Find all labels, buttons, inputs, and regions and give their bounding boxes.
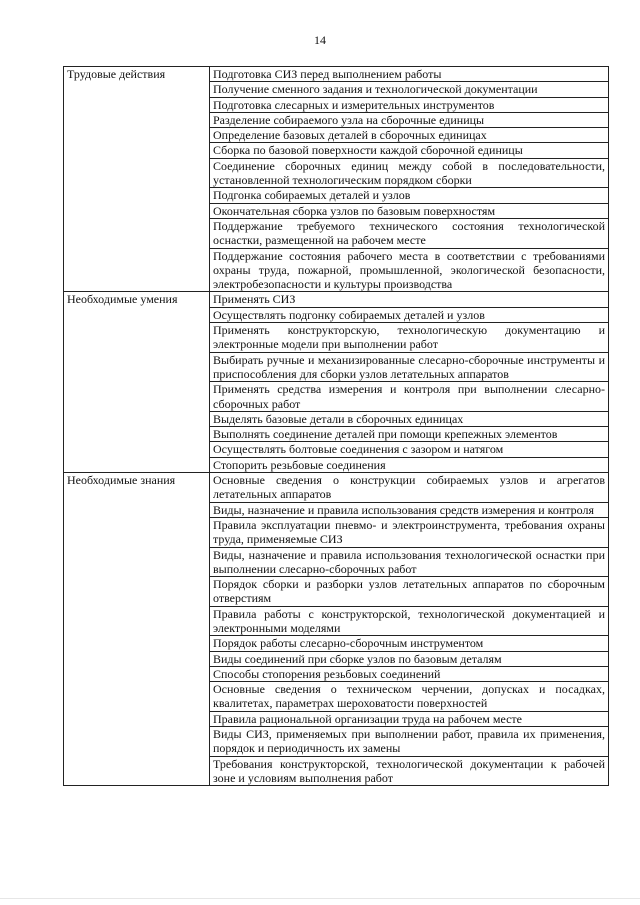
requirement-item: Применять СИЗ bbox=[210, 292, 609, 307]
requirements-table bbox=[63, 66, 609, 786]
requirement-item: Стопорить резьбовые соединения bbox=[210, 457, 609, 472]
requirement-item: Способы стопорения резьбовых соединений bbox=[210, 666, 609, 681]
requirement-item: Подготовка СИЗ перед выполнением работы bbox=[210, 67, 609, 82]
requirement-item: Поддержание требуемого технического состояния технологической оснастки, размещенной на рабочем месте bbox=[210, 218, 609, 248]
table-row bbox=[64, 473, 609, 503]
requirement-item: Получение сменного задания и технологической документации bbox=[210, 82, 609, 97]
requirement-item: Основные сведения о техническом черчении, допусках и посадках, квалитетах, параметрах шероховатости поверхностей bbox=[210, 682, 609, 712]
scan-edge-line bbox=[0, 898, 640, 899]
requirement-item: Определение базовых деталей в сборочных единицах bbox=[210, 128, 609, 143]
requirement-item: Виды СИЗ, применяемых при выполнении работ, правила их применения, порядок и периодичность их замены bbox=[210, 727, 609, 757]
requirement-item: Сборка по базовой поверхности каждой сборочной единицы bbox=[210, 143, 609, 158]
page-number: 14 bbox=[314, 33, 326, 47]
requirement-item: Подготовка слесарных и измерительных инструментов bbox=[210, 97, 609, 112]
requirement-item: Виды, назначение и правила использования технологической оснастки при выполнении слесарно-сборочных работ bbox=[210, 547, 609, 577]
requirement-item: Виды соединений при сборке узлов по базовым деталям bbox=[210, 651, 609, 666]
section-label: Необходимые знания bbox=[64, 473, 210, 786]
table-row bbox=[64, 292, 609, 307]
requirement-item: Правила рациональной организации труда на рабочем месте bbox=[210, 711, 609, 726]
section-label: Необходимые умения bbox=[64, 292, 210, 473]
requirement-item: Применять средства измерения и контроля при выполнении слесарно-сборочных работ bbox=[210, 382, 609, 412]
requirement-item: Применять конструкторскую, технологическую документацию и электронные модели при выполнении работ bbox=[210, 323, 609, 353]
requirement-item: Подгонка собираемых деталей и узлов bbox=[210, 188, 609, 203]
requirement-item: Разделение собираемого узла на сборочные единицы bbox=[210, 112, 609, 127]
requirement-item: Правила эксплуатации пневмо- и электроинструмента, требования охраны труда, применяемые СИЗ bbox=[210, 517, 609, 547]
requirement-item: Выбирать ручные и механизированные слесарно-сборочные инструменты и приспособления для сборки узлов летательных аппаратов bbox=[210, 352, 609, 382]
table-row bbox=[64, 67, 609, 82]
requirement-item: Виды, назначение и правила использования средств измерения и контроля bbox=[210, 502, 609, 517]
requirement-item: Осуществлять подгонку собираемых деталей и узлов bbox=[210, 307, 609, 322]
requirement-item: Окончательная сборка узлов по базовым поверхностям bbox=[210, 203, 609, 218]
requirement-item: Основные сведения о конструкции собираемых узлов и агрегатов летательных аппаратов bbox=[210, 473, 609, 503]
requirement-item: Порядок сборки и разборки узлов летательных аппаратов по сборочным отверстиям bbox=[210, 577, 609, 607]
requirement-item: Поддержание состояния рабочего места в соответствии с требованиями охраны труда, пожарной, промышленной, экологической безопасности, электробезопасности и культуры производства bbox=[210, 248, 609, 292]
requirement-item: Правила работы с конструкторской, технологической документацией и электронными моделями bbox=[210, 606, 609, 636]
requirement-item: Осуществлять болтовые соединения с зазором и натягом bbox=[210, 442, 609, 457]
requirement-item: Выделять базовые детали в сборочных единицах bbox=[210, 411, 609, 426]
requirement-item: Соединение сборочных единиц между собой в последовательности, установленной технологическим порядком сборки bbox=[210, 158, 609, 188]
requirement-item: Выполнять соединение деталей при помощи крепежных элементов bbox=[210, 427, 609, 442]
requirement-item: Требования конструкторской, технологической документации к рабочей зоне и условиям выполнения работ bbox=[210, 756, 609, 786]
section-label: Трудовые действия bbox=[64, 67, 210, 292]
requirement-item: Порядок работы слесарно-сборочным инструментом bbox=[210, 636, 609, 651]
